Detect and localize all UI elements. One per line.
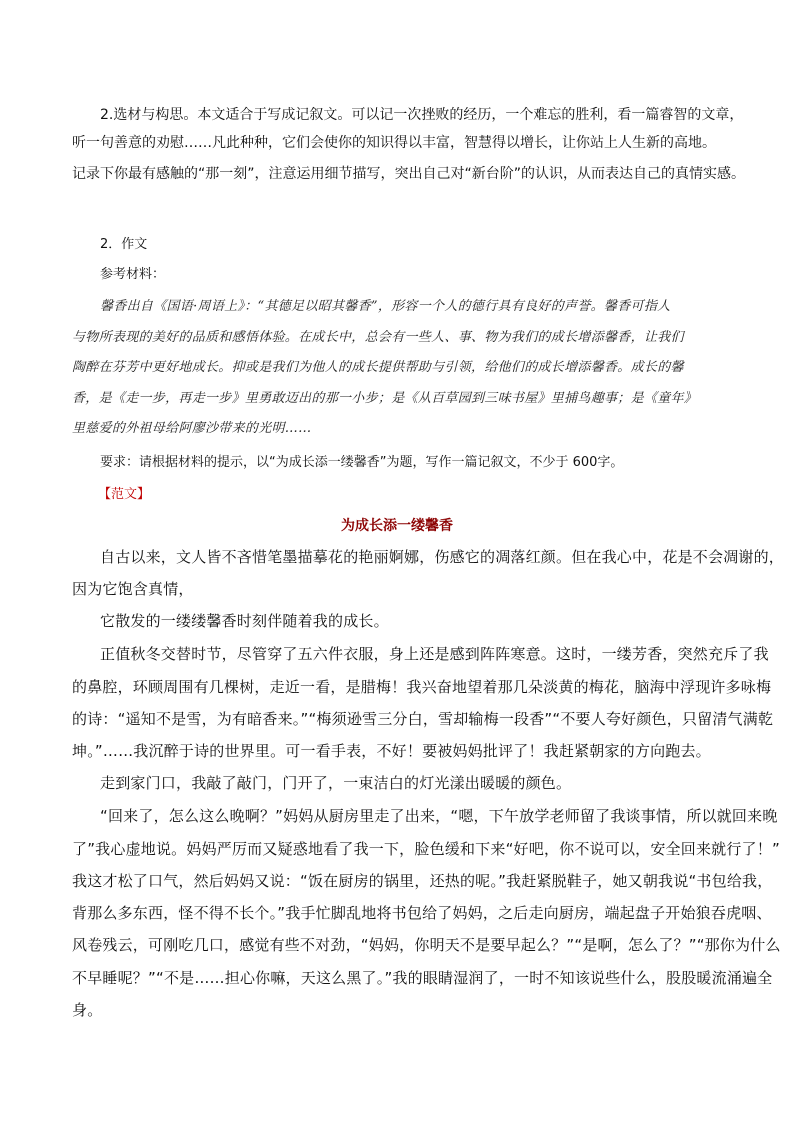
essay-line: 的诗：“遥知不是雪，为有暗香来。”“梅须逊雪三分白，雪却输梅一段香”“不要人夸好颜色，只留清气满乾 <box>72 710 774 728</box>
material-line: 香，是《走一步，再走一步》里勇敢迈出的那一小步；是《从百草园到三味书屋》里捕鸟趣事；是《童年》 <box>72 391 698 406</box>
material-line: 馨香出自《国语·周语上》：“其德足以昭其馨香”，形容一个人的德行具有良好的声誉。馨香可指人 <box>100 299 671 314</box>
requirement-text: 要求：请根据材料的提示，以“为成长添一缕馨香”为题，写作一篇记叙文，不少于 600字。 <box>100 455 624 470</box>
essay-title: 为成长添一缕馨香 <box>341 518 453 534</box>
material-line: 与物所表现的美好的品质和感悟体验。在成长中，总会有一些人、事、物为我们的成长增添馨香，让我们 <box>72 330 684 345</box>
essay-line: 它散发的一缕缕馨香时刻伴随着我的成长。 <box>100 612 389 630</box>
essay-line: 不早睡呢？”“不是……担心你嘛，天这么黑了。”我的眼睛湿润了，一时不知该说些什么，股股暖流涌遍全 <box>72 969 773 987</box>
essay-line: 因为它饱含真情， <box>72 580 194 598</box>
essay-line: 坤。”……我沉醉于诗的世界里。可一看手表，不好！要被妈妈批评了！我赶紧朝家的方向跑去。 <box>72 742 711 760</box>
material-line: 里慈爱的外祖母给阿廖沙带来的光明…… <box>72 421 312 436</box>
essay-line: 的鼻腔，环顾周围有几棵树，走近一看，是腊梅！我兴奋地望着那几朵淡黄的梅花，脑海中浮现许多咏梅 <box>72 678 772 696</box>
section-heading: 2．作文 <box>100 237 148 252</box>
essay-line: 走到家门口，我敲了敲门，门开了，一束洁白的灯光漾出暖暖的颜色。 <box>100 774 572 792</box>
sample-tag: 【范文】 <box>98 487 151 502</box>
essay-line: 了”我心虚地说。妈妈严厉而又疑惑地看了我一下，脸色缓和下来“好吧，你不说可以，安全回来就行了！” <box>72 840 780 858</box>
essay-line: “回来了，怎么这么晚啊？”妈妈从厨房里走了出来，“嗯，下午放学老师留了我谈事情，所以就回来晚 <box>100 807 778 825</box>
essay-line: 背那么多东西，怪不得不长个。”我手忙脚乱地将书包给了妈妈，之后走向厨房，端起盘子开始狼吞虎咽、 <box>72 904 772 922</box>
paragraph-line: 2.选材与构思。本文适合于写成记叙文。可以记一次挫败的经历，一个难忘的胜利，看一篇睿智的文章， <box>100 107 744 123</box>
essay-line: 风卷残云，可刚吃几口，感觉有些不对劲，“妈妈，你明天不是要早起么？”“是啊，怎么了？”“那你为什么 <box>72 936 781 954</box>
reference-label: 参考材料： <box>100 267 166 282</box>
essay-line: 身。 <box>72 1001 103 1019</box>
paragraph-line: 记录下你最有感触的“那一刻”，注意运用细节描写，突出自己对“新台阶”的认识，从而表达自己的真情实感。 <box>72 166 746 182</box>
essay-line: 自古以来，文人皆不吝惜笔墨描摹花的艳丽婀娜，伤感它的凋落红颜。但在我心中，花是不会凋谢的， <box>100 548 785 566</box>
material-line: 陶醉在芬芳中更好地成长。抑或是我们为他人的成长提供帮助与引领，给他们的成长增添馨香。成长的馨 <box>72 360 684 375</box>
essay-line: 正值秋冬交替时节，尽管穿了五六件衣服，身上还是感到阵阵寒意。这时，一缕芳香，突然充斥了我 <box>100 645 769 663</box>
essay-line: 我这才松了口气，然后妈妈又说：“饭在厨房的锅里，还热的呢。”我赶紧脱鞋子，她又朝我说“书包给我， <box>72 872 773 890</box>
paragraph-line: 听一句善意的劝慰……凡此种种，它们会使你的知识得以丰富，智慧得以增长，让你站上人生新的高地。 <box>72 135 716 151</box>
